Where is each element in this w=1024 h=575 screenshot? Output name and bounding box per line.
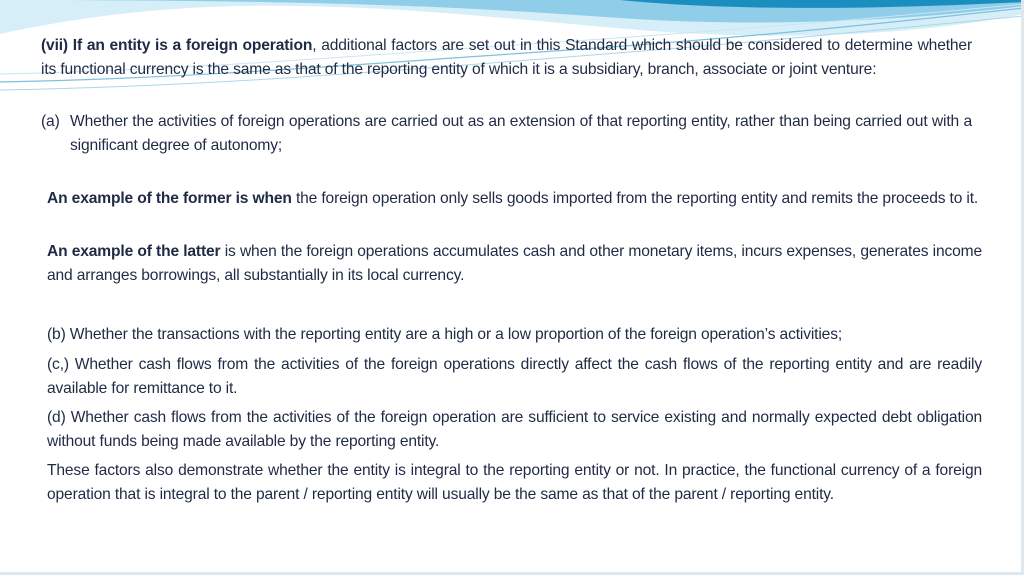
item-d: (d) Whether cash flows from the activities of the foreign operation are sufficient to service existing and normally expected debt obligation without funds being made available by the reporting entity. bbox=[47, 409, 982, 450]
item-a-text: Whether the activities of foreign operations are carried out as an extension of that reporting entity, rather than being carried out with a significant degree of autonomy; bbox=[70, 113, 972, 154]
example-former-lead: An example of the former is when bbox=[47, 190, 292, 207]
conclusion-paragraph: These factors also demonstrate whether the entity is integral to the reporting entity or not. In practice, the functional currency of a foreign operation that is integral to the parent / reporting entity will usually be the same as that of the parent / reporting entity. bbox=[47, 462, 982, 503]
example-latter-lead: An example of the latter bbox=[47, 243, 221, 260]
item-c: (c,) Whether cash flows from the activities of the foreign operations directly affect the cash flows of the reporting entity and are readily available for remittance to it. bbox=[47, 356, 982, 397]
item-b: (b) Whether the transactions with the reporting entity are a high or a low proportion of the foreign operation’s activities; bbox=[47, 326, 843, 343]
example-former-text: the foreign operation only sells goods imported from the reporting entity and remits the proceeds to it. bbox=[291, 190, 979, 207]
item-a-label: (a) bbox=[41, 113, 60, 130]
example-latter bbox=[47, 240, 982, 287]
paragraph-vii-text: , additional factors are set out in this Standard which should be considered to determine whether its functional currency is the same as that of the reporting entity of which it is a subsidiary, branch, associate or joint venture: bbox=[41, 37, 972, 78]
example-latter-text: is when the foreign operations accumulates cash and other monetary items, incurs expenses, generates income and arranges borrowings, all substantially in its local currency. bbox=[47, 243, 982, 284]
paragraph-vii-lead: (vii) If an entity is a foreign operation bbox=[41, 37, 313, 54]
example-former bbox=[47, 187, 982, 211]
paragraph-vii bbox=[41, 34, 972, 81]
